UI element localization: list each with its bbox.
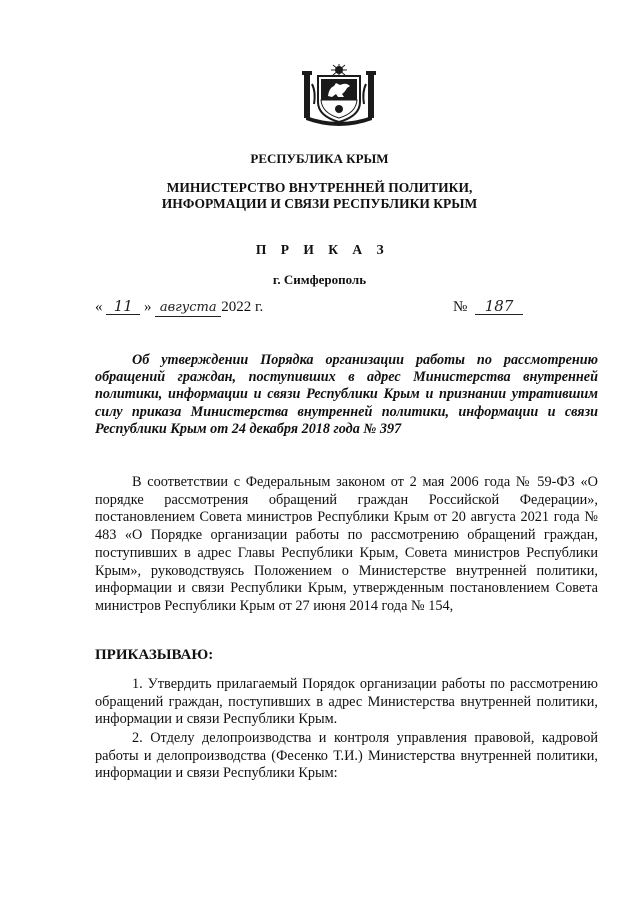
- document-number: [453, 298, 523, 316]
- date-month-handwritten: августа: [155, 300, 221, 317]
- preamble-paragraph: В соответствии с Федеральным законом от 2 мая 2006 года № 59-ФЗ «О порядке рассмотрения обращений граждан Российской Федерации», постановлением Совета министров Республики Крым от 20 августа 2021 года № 483 «О Порядке организации работы по рассмотрению обращений граждан, поступивших в адрес Главы Республики Крым, Совета министров Республики Крым», руководствуясь Положением о Министерстве внутренней политики, информации и связи Республики Крым, утвержденным постановлением Совета министров Республики Крым от 27 июня 2014 года № 154,: [95, 474, 598, 614]
- number-handwritten: 187: [475, 298, 523, 315]
- ministry-heading-line2: ИНФОРМАЦИИ И СВЯЗИ РЕСПУБЛИКИ КРЫМ: [161, 196, 478, 211]
- date-open-quote: «: [95, 299, 103, 315]
- date-day-handwritten: 11: [106, 298, 140, 315]
- date-year: 2022 г.: [221, 299, 264, 315]
- crimea-coat-of-arms-icon: [298, 64, 380, 126]
- city-label: г. Симферополь: [272, 272, 367, 287]
- order-word: ПРИКАЗЫВАЮ:: [95, 647, 214, 663]
- document-type: П Р И К А З: [255, 242, 390, 257]
- ministry-heading: [0, 180, 639, 212]
- order-item-1: 1. Утвердить прилагаемый Порядок организации работы по рассмотрению обращений граждан, поступивших в адрес Министерства внутренней политики, информации и связи Республики Крым.: [95, 676, 598, 728]
- ministry-heading-line1: МИНИСТЕРСТВО ВНУТРЕННЕЙ ПОЛИТИКИ,: [166, 180, 473, 195]
- number-label: №: [453, 299, 468, 315]
- order-title: Об утверждении Порядка организации работы по рассмотрению обращений граждан, поступивших в адрес Министерства внутренней политики, информации и связи Республики Крым и признании утратившим силу приказа Министерства внутренней политики, информации и связи Республики Крым от 24 декабря 2018 года № 397: [95, 352, 598, 437]
- order-item-2: 2. Отделу делопроизводства и контроля управления правовой, кадровой работы и делопроизводства (Фесенко Т.И.) Министерства внутренней политики, информации и связи Республики Крым:: [95, 730, 598, 782]
- date-close-quote: »: [144, 299, 152, 315]
- republic-heading: РЕСПУБЛИКА КРЫМ: [250, 151, 389, 166]
- document-date: [95, 298, 263, 317]
